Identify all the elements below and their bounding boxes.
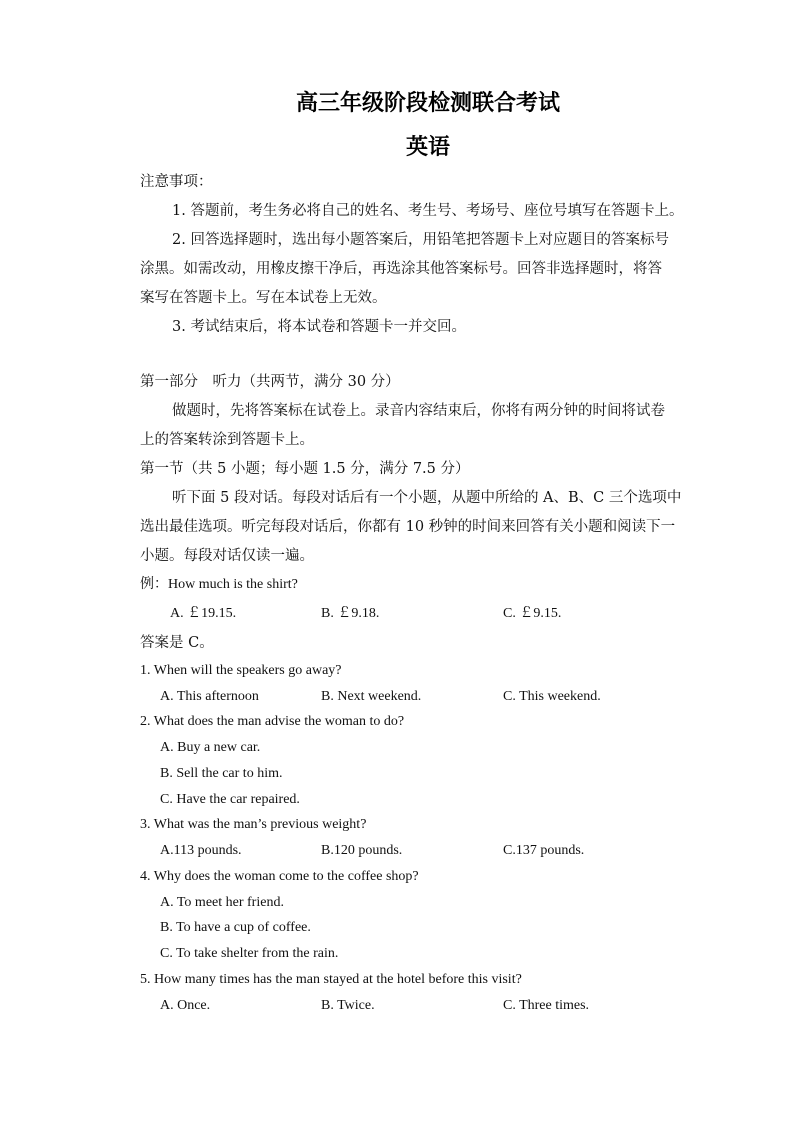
question-5-option-b: B. Twice.	[321, 998, 375, 1013]
question-4-option-a: A. To meet her friend.	[160, 895, 284, 910]
question-1-option-b: B. Next weekend.	[321, 689, 422, 704]
question-2-option-b: B. Sell the car to him.	[160, 766, 283, 781]
question-1-stem: 1. When will the speakers go away?	[140, 663, 342, 678]
question-4-option-c: C. To take shelter from the rain.	[160, 946, 339, 961]
question-3-option-c: C.137 pounds.	[503, 843, 585, 858]
subject-title: 英语	[405, 135, 450, 160]
example-option-a: A. ￡19.15.	[170, 606, 237, 621]
question-2-option-c: C. Have the car repaired.	[160, 792, 300, 807]
note-item-3: 3. 考试结束后，将本试卷和答题卡一并交回。	[172, 319, 466, 335]
example-option-c: C. ￡9.15.	[503, 606, 562, 621]
question-4-option-b: B. To have a cup of coffee.	[160, 920, 311, 935]
notes-heading: 注意事项：	[140, 174, 213, 190]
question-5-option-a: A. Once.	[160, 998, 211, 1013]
question-1-option-c: C. This weekend.	[503, 689, 601, 704]
note-item-2-line-1: 2. 回答选择题时，选出每小题答案后，用铅笔把答题卡上对应题目的答案标号	[172, 232, 669, 248]
question-4-stem: 4. Why does the woman come to the coffee shop?	[140, 869, 419, 884]
part1-intro-line-2: 上的答案转涂到答题卡上。	[140, 432, 314, 448]
exam-title: 高三年级阶段检测联合考试	[295, 91, 560, 116]
question-5-stem: 5. How many times has the man stayed at the hotel before this visit?	[140, 972, 522, 987]
note-item-1: 1. 答题前，考生务必将自己的姓名、考生号、考场号、座位号填写在答题卡上。	[172, 203, 684, 219]
example-answer: 答案是 C。	[140, 635, 214, 651]
note-item-2-line-3: 案写在答题卡上。写在本试卷上无效。	[140, 290, 387, 306]
question-3-option-b: B.120 pounds.	[321, 843, 403, 858]
example-option-b: B. ￡9.18.	[321, 606, 380, 621]
question-3-option-a: A.113 pounds.	[160, 843, 242, 858]
question-5-option-c: C. Three times.	[503, 998, 590, 1013]
example-question: 例：How much is the shirt?	[140, 577, 298, 592]
section1-instructions-line-2: 选出最佳选项。听完每段对话后，你都有 10 秒钟的时间来回答有关小题和阅读下一	[140, 519, 676, 535]
question-1-option-a: A. This afternoon	[160, 689, 259, 704]
question-2-stem: 2. What does the man advise the woman to do?	[140, 714, 405, 729]
section1-instructions-line-1: 听下面 5 段对话。每段对话后有一个小题，从题中所给的 A、B、C 三个选项中	[172, 490, 682, 506]
section1-instructions-line-3: 小题。每段对话仅读一遍。	[140, 548, 314, 564]
question-3-stem: 3. What was the man’s previous weight?	[140, 817, 367, 832]
question-2-option-a: A. Buy a new car.	[160, 740, 261, 755]
section1-heading: 第一节（共 5 小题；每小题 1.5 分，满分 7.5 分）	[140, 461, 470, 477]
part1-heading: 第一部分 听力（共两节，满分 30 分）	[140, 374, 400, 390]
part1-intro-line-1: 做题时，先将答案标在试卷上。录音内容结束后，你将有两分钟的时间将试卷	[172, 403, 665, 419]
note-item-2-line-2: 涂黑。如需改动，用橡皮擦干净后，再选涂其他答案标号。回答非选择题时，将答	[140, 261, 662, 277]
